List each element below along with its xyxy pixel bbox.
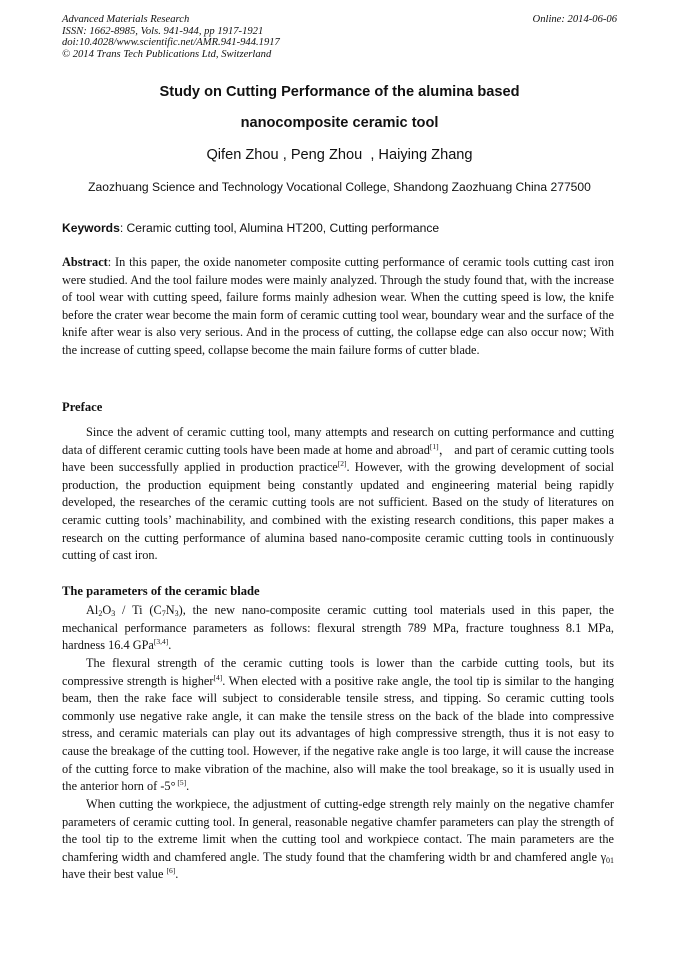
citation: [6] <box>166 866 176 876</box>
journal-name: Advanced Materials Research <box>62 14 190 25</box>
keywords <box>62 221 617 235</box>
abstract-label: Abstract <box>62 255 108 269</box>
citation: [3,4] <box>153 637 169 647</box>
citation: [2] <box>337 459 347 469</box>
abstract <box>62 254 614 360</box>
authors: Qifen Zhou , Peng Zhou , Haiying Zhang <box>206 147 473 163</box>
preface-heading: Preface <box>62 400 103 414</box>
issn-line: ISSN: 1662-8985, Vols. 941-944, pp 1917-1921 <box>62 25 264 37</box>
affiliation: Zaozhuang Science and Technology Vocational College, Shandong Zaozhuang China 277500 <box>88 180 591 194</box>
blade-paragraph-1: $Al_2O_3$ / Ti $(C_7N_3)$, the new nano-composite ceramic cutting tool materials used in this paper, the mechanical performance parameters as follows: flexural strength 789 MPa, fracture toughness 8.1 MPa, hardness 16.4 GPa[3,4]. <box>62 603 614 653</box>
abstract-text: : In this paper, the oxide nanometer composite cutting performance of ceramic tools cutting cast iron were studied. And the tool failure modes were mainly analyzed. Through the study found that, with the increase of tool wear with cutting speed, failure forms mainly adhesion wear. When the cutting speed is low, the knife before the crater wear become the main form of ceramic cutting tool wear, boundary wear and the surface of the knife after wear is also very serious. And in the process of cutting, the collapse edge can also occur now; With the increase of cutting speed, collapse become the main failure forms of cutter blade. <box>62 255 614 357</box>
doi-line: doi:10.4028/www.scientific.net/AMR.941-944.1917 <box>62 37 280 48</box>
journal-header <box>62 14 617 60</box>
copyright-line: © 2014 Trans Tech Publications Ltd, Switzerland <box>62 48 272 60</box>
online-date: Online: 2014-06-06 <box>532 14 617 25</box>
keywords-label: Keywords <box>62 221 120 235</box>
paper-title-line-2: nanocomposite ceramic tool <box>240 115 439 131</box>
paper-title-line-1: Study on Cutting Performance of the alumina based <box>159 84 520 100</box>
citation: [1] <box>429 441 439 451</box>
citation: [5] <box>175 778 187 788</box>
blade-parameters-heading: The parameters of the ceramic blade <box>62 584 260 598</box>
preface-paragraph: Since the advent of ceramic cutting tool, many attempts and research on cutting performance and cutting data of different ceramic cutting tools have been made at home and abroad[1]， and part of ceramic cutting tools have been successfully applied in production practice[2]. However, with the growing development of social production, the production equipment being constantly updated and engineering material being rapidly developed, the researches of the ceramic cutting tools are not sufficient. Based on the study of literatures on ceramic cutting tools’ machinability, and combined with the existing research conditions, this paper makes a research on the cutting performance of alumina based nano-composite ceramic cutting tools in continuously cutting of cast iron. <box>62 425 614 563</box>
keywords-text: : Ceramic cutting tool, Alumina HT200, Cutting performance <box>119 221 440 235</box>
citation: [4] <box>213 672 223 682</box>
blade-paragraph-3: When cutting the workpiece, the adjustment of cutting-edge strength rely mainly on the negative chamfer parameters of ceramic cutting tool. In general, reasonable negative chamfer parameters can play the strength of the tool tip to the extreme limit when the cutting tool and workpiece contact. The main parameters are the chamfering width and chamfered angle. The study found that the chamfering width br and chamfered angle $\gamma_{01}$ have their best value [6]. <box>62 797 614 882</box>
blade-paragraph-2: The flexural strength of the ceramic cutting tools is lower than the carbide cutting tools, but its compressive strength is higher[4]. When elected with a positive rake angle, the tool tip is similar to the hanging beam, then the rake face will subject to considerable tensile stress, and tipping. So ceramic cutting tools commonly use negative rake angle, it can make the tensile stress on the back of the blade into compressive stress, and ceramic materials can play out its advantages of high compressive strength, thus it is not easy to cause the breakage of the cutting tool. However, if the negative rake angle is too large, it will cause the increase of the cutting force to make vibration of the machine, also will make the tool breakage, so it is usually used in the anterior horn of -5° [5]. <box>62 656 614 794</box>
